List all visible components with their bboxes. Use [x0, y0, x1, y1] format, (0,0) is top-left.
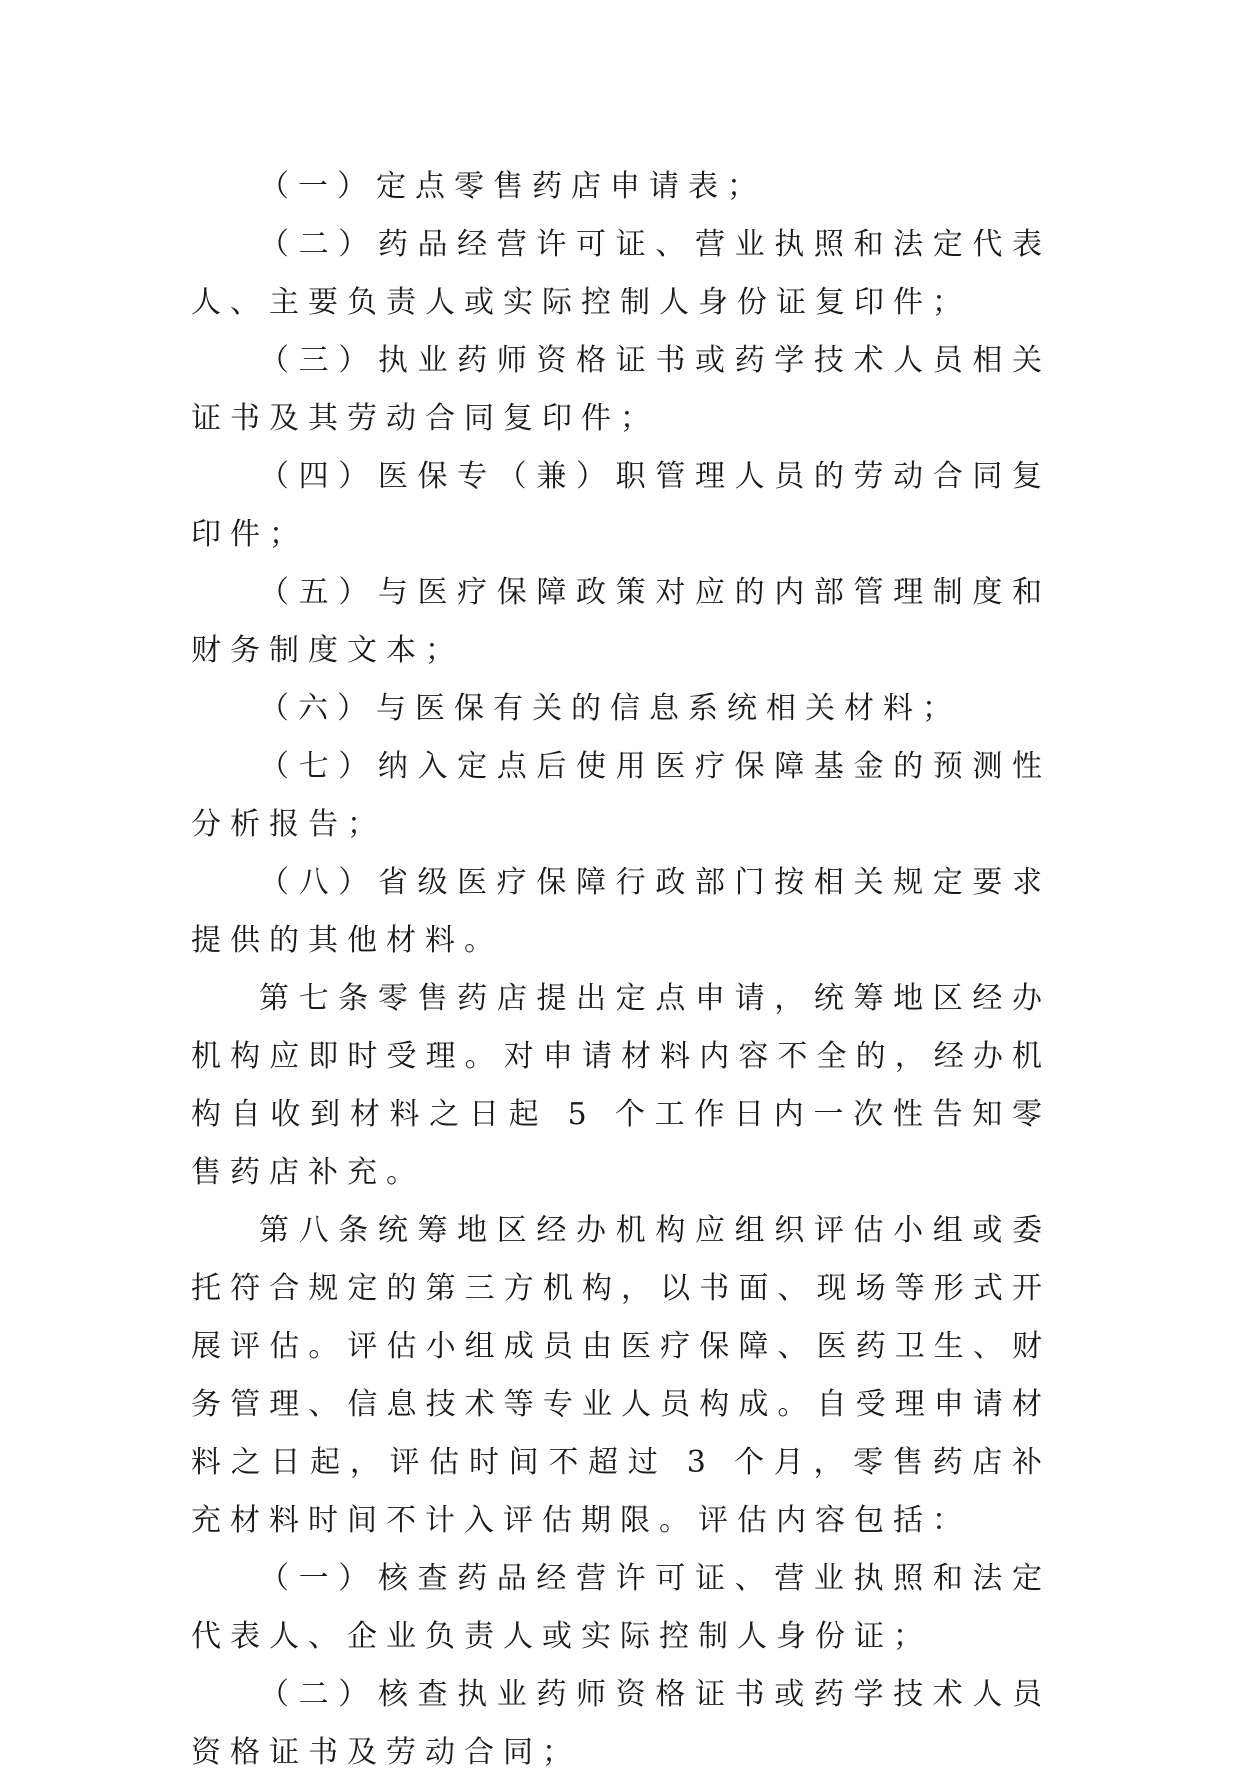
management-system-item: （五）与医疗保障政策对应的内部管理制度和财务制度文本；	[191, 575, 1051, 668]
article-seven: 第七条零售药店提出定点申请，统筹地区经办机构应即时受理。对申请材料内容不全的，经办机构自收到材料之日起 5 个工作日内一次性告知零售药店补充。	[191, 981, 1051, 1190]
document-body	[191, 158, 1051, 1782]
license-documents-item: （二）药品经营许可证、营业执照和法定代表人、主要负责人或实际控制人身份证复印件；	[191, 227, 1051, 320]
verify-license-item: （一）核查药品经营许可证、营业执照和法定代表人、企业负责人或实际控制人身份证；	[191, 1561, 1051, 1654]
fund-forecast-report-item: （七）纳入定点后使用医疗保障基金的预测性分析报告；	[191, 749, 1051, 842]
article-eight: 第八条统筹地区经办机构应组织评估小组或委托符合规定的第三方机构，以书面、现场等形式开展评估。评估小组成员由医疗保障、医药卫生、财务管理、信息技术等专业人员构成。自受理申请材料之日起，评估时间不超过 3 个月，零售药店补充材料时间不计入评估期限。评估内容包括：	[191, 1213, 1051, 1538]
application-form-item: （一）定点零售药店申请表；	[259, 169, 766, 204]
other-materials-item: （八）省级医疗保障行政部门按相关规定要求提供的其他材料。	[191, 865, 1051, 958]
pharmacist-certificate-item: （三）执业药师资格证书或药学技术人员相关证书及其劳动合同复印件；	[191, 343, 1051, 436]
verify-pharmacist-item: （二）核查执业药师资格证书或药学技术人员资格证书及劳动合同；	[191, 1677, 1051, 1770]
information-system-item: （六）与医保有关的信息系统相关材料；	[259, 691, 961, 726]
insurance-staff-contract-item: （四）医保专（兼）职管理人员的劳动合同复印件；	[191, 459, 1051, 552]
